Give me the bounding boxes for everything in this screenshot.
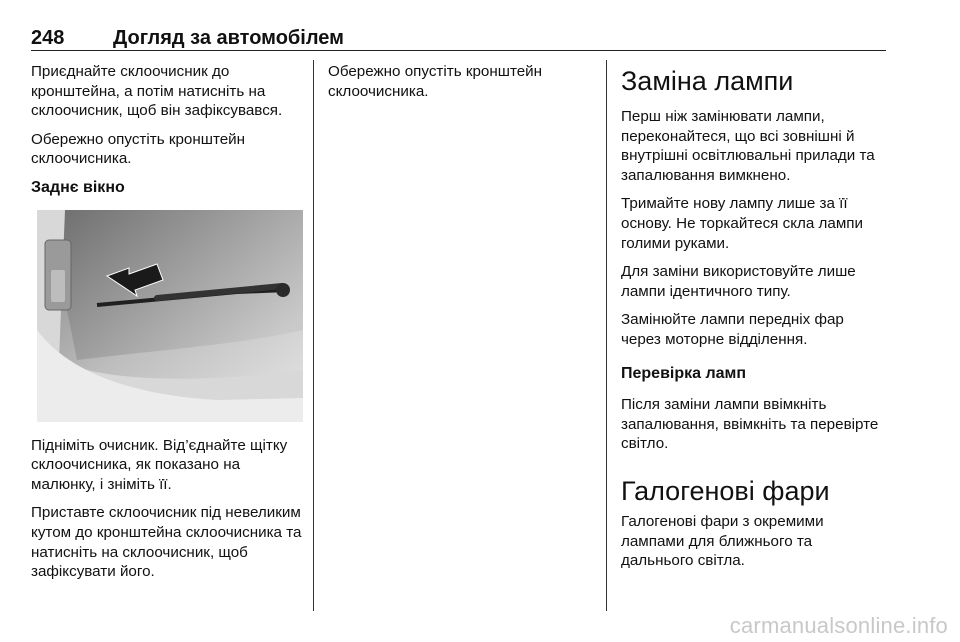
section-title: Заміна лампи	[621, 66, 794, 96]
watermark: carmanualsonline.info	[729, 613, 948, 638]
paragraph: Галогенові фари з окремими лампами для ближнього та дальнього світла.	[621, 512, 824, 570]
paragraph: Для заміни використовуйте лише лампи ідентичного типу.	[621, 263, 856, 300]
paragraph: Перш ніж замінювати лампи, переконайтеся, що всі зовнішні й внутрішні освітлювальні прилади та запалювання вимкнено.	[621, 108, 875, 184]
column-1	[31, 62, 306, 591]
subsection-heading: Перевірка ламп	[621, 364, 747, 382]
column-2	[328, 62, 598, 110]
page-number: 248	[31, 27, 65, 49]
column-3	[621, 64, 886, 580]
page-title: Догляд за автомобілем	[113, 27, 344, 49]
paragraph: Тримайте нову лампу лише за її основу. Не торкайтеся скла лампи голими руками.	[621, 195, 864, 252]
paragraph: Обережно опустіть кронштейн склоочисника.	[328, 63, 543, 100]
page-header	[31, 28, 886, 51]
paragraph: Після заміни лампи ввімкніть запалювання, ввімкніть та перевірте світло.	[621, 396, 879, 453]
rear-wiper-illustration	[37, 210, 303, 422]
column-divider	[313, 60, 314, 611]
paragraph: Приєднайте склоочисник до кронштейна, а потім натисніть на склоочисник, щоб він зафіксувався.	[31, 63, 283, 120]
paragraph: Приставте склоочисник під невеликим кутом до кронштейна склоочисника та натисніть на склоочисник, щоб зафіксувати його.	[31, 504, 302, 581]
paragraph: Обережно опустіть кронштейн склоочисника.	[31, 130, 246, 168]
column-divider	[606, 60, 607, 611]
paragraph: Підніміть очисник. Від’єднайте щітку склоочисника, як показано на малюнку, і зніміть її.	[31, 436, 288, 493]
paragraph: Замінюйте лампи передніх фар через моторне відділення.	[621, 311, 844, 348]
section-title: Галогенові фари	[621, 475, 830, 506]
section-heading: Заднє вікно	[31, 178, 125, 196]
